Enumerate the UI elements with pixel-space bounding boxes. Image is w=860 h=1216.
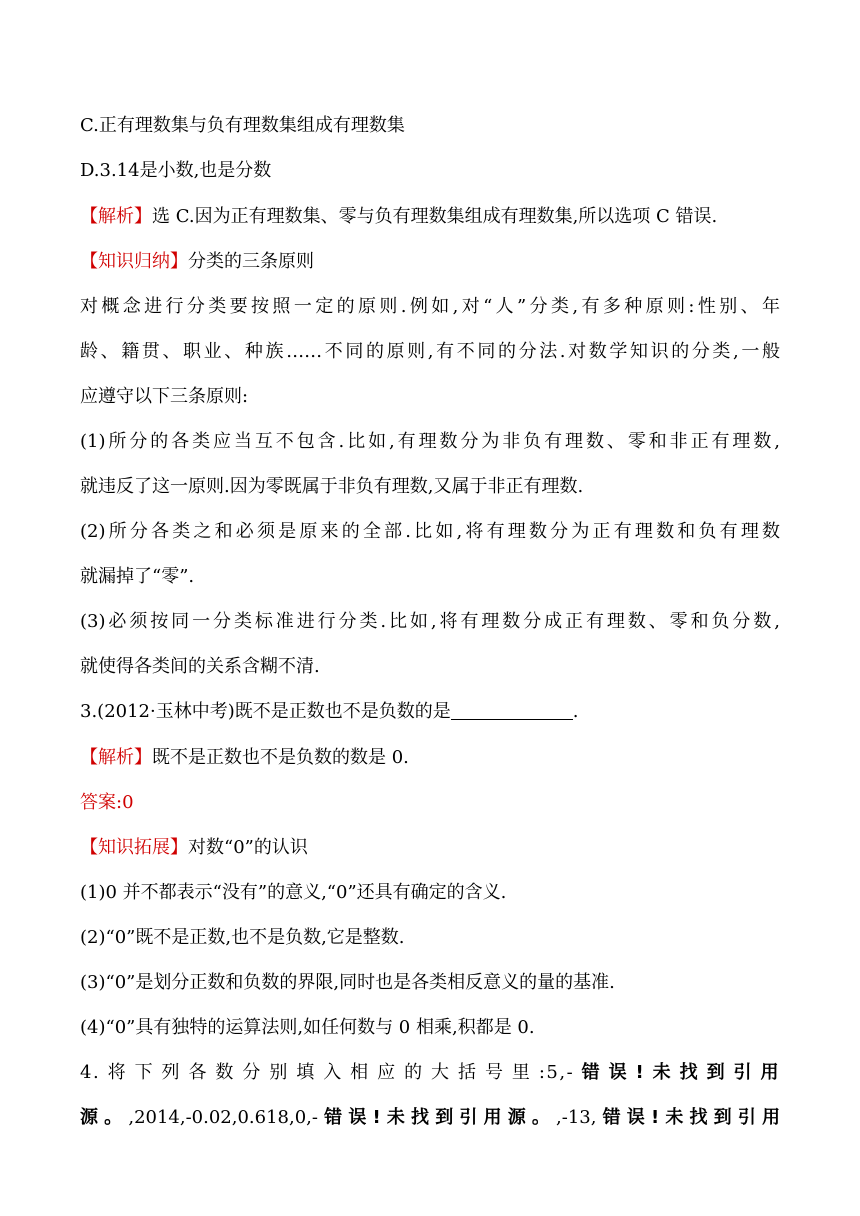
paragraph-text: 对概念进行分类要按照一定的原则.例如,对“人”分类,有多种原则:性别、年 [80,296,780,317]
zero-fact-3 [80,971,780,995]
principle-text: 就漏掉了“零”. [80,566,195,587]
question-4-text: 4.将下列各数分别填入相应的大括号里:5,- [80,1062,575,1083]
knowledge-extension-tag: 【知识拓展】 [80,837,188,858]
paragraph-line [80,385,780,409]
principle-text: 就使得各类间的关系含糊不清. [80,656,320,677]
principle-1 [80,430,780,454]
zero-fact-text: (3)“0”是划分正数和负数的界限,同时也是各类相反意义的量的基准. [80,972,615,993]
analysis-1 [80,205,780,229]
principle-2-cont [80,565,780,589]
analysis-2 [80,746,780,770]
question-3-period: . [572,701,579,722]
knowledge-summary-heading [80,250,780,274]
option-d [80,159,780,183]
principle-text: (3)必须按同一分类标准进行分类.比如,将有理数分成正有理数、零和负分数, [80,611,780,632]
analysis-text: 既不是正数也不是负数的数是 0. [152,747,409,768]
knowledge-extension-heading [80,836,780,860]
number-list: ,2014,-0.02,0.618,0,- [128,1107,318,1128]
reference-error: 错误!未找到引用 [596,1107,780,1128]
principle-text: 就违反了这一原则.因为零既属于非负有理数,又属于非正有理数. [80,476,584,497]
question-3 [80,700,780,724]
option-d-text: D.3.14是小数,也是分数 [80,160,272,181]
paragraph-line [80,295,780,319]
reference-error: 错误!未找到引用 [574,1062,780,1083]
zero-fact-text: (1)0 并不都表示“没有”的意义,“0”还具有确定的含义. [80,882,507,903]
principle-text: (2)所分各类之和必须是原来的全部.比如,将有理数分为正有理数和负有理数 [80,521,780,542]
answer-blank [451,701,573,720]
analysis-tag: 【解析】 [80,206,152,227]
knowledge-extension-title: 对数“0”的认识 [188,837,308,858]
reference-error: 源。 [80,1107,129,1128]
question-4-cont [80,1106,780,1130]
answer-text: 答案:0 [80,792,134,813]
option-c [80,114,780,138]
zero-fact-4 [80,1016,780,1040]
paragraph-text: 应遵守以下三条原则: [80,386,249,407]
principle-3-cont [80,655,780,679]
zero-fact-2 [80,926,780,950]
knowledge-summary-title: 分类的三条原则 [188,251,314,272]
principle-2 [80,520,780,544]
analysis-tag: 【解析】 [80,747,152,768]
question-4 [80,1061,780,1085]
question-3-text: 3.(2012·玉林中考)既不是正数也不是负数的是 [80,701,451,722]
analysis-text: 选 C.因为正有理数集、零与负有理数集组成有理数集,所以选项 C 错误. [152,206,718,227]
principle-3 [80,610,780,634]
reference-error: 错误!未找到引用源。 [318,1107,557,1128]
principle-text: (1)所分的各类应当互不包含.比如,有理数分为非负有理数、零和非正有理数, [80,431,780,452]
zero-fact-1 [80,881,780,905]
option-c-text: C.正有理数集与负有理数集组成有理数集 [80,115,405,136]
zero-fact-text: (4)“0”具有独特的运算法则,如任何数与 0 相乘,积都是 0. [80,1017,535,1038]
answer-line [80,791,780,815]
paragraph-line [80,340,780,364]
zero-fact-text: (2)“0”既不是正数,也不是负数,它是整数. [80,927,405,948]
principle-1-cont [80,475,780,499]
paragraph-text: 龄、籍贯、职业、种族……不同的原则,有不同的分法.对数学知识的分类,一般 [80,341,780,362]
number-list: ,-13, [556,1107,597,1128]
knowledge-summary-tag: 【知识归纳】 [80,251,188,272]
